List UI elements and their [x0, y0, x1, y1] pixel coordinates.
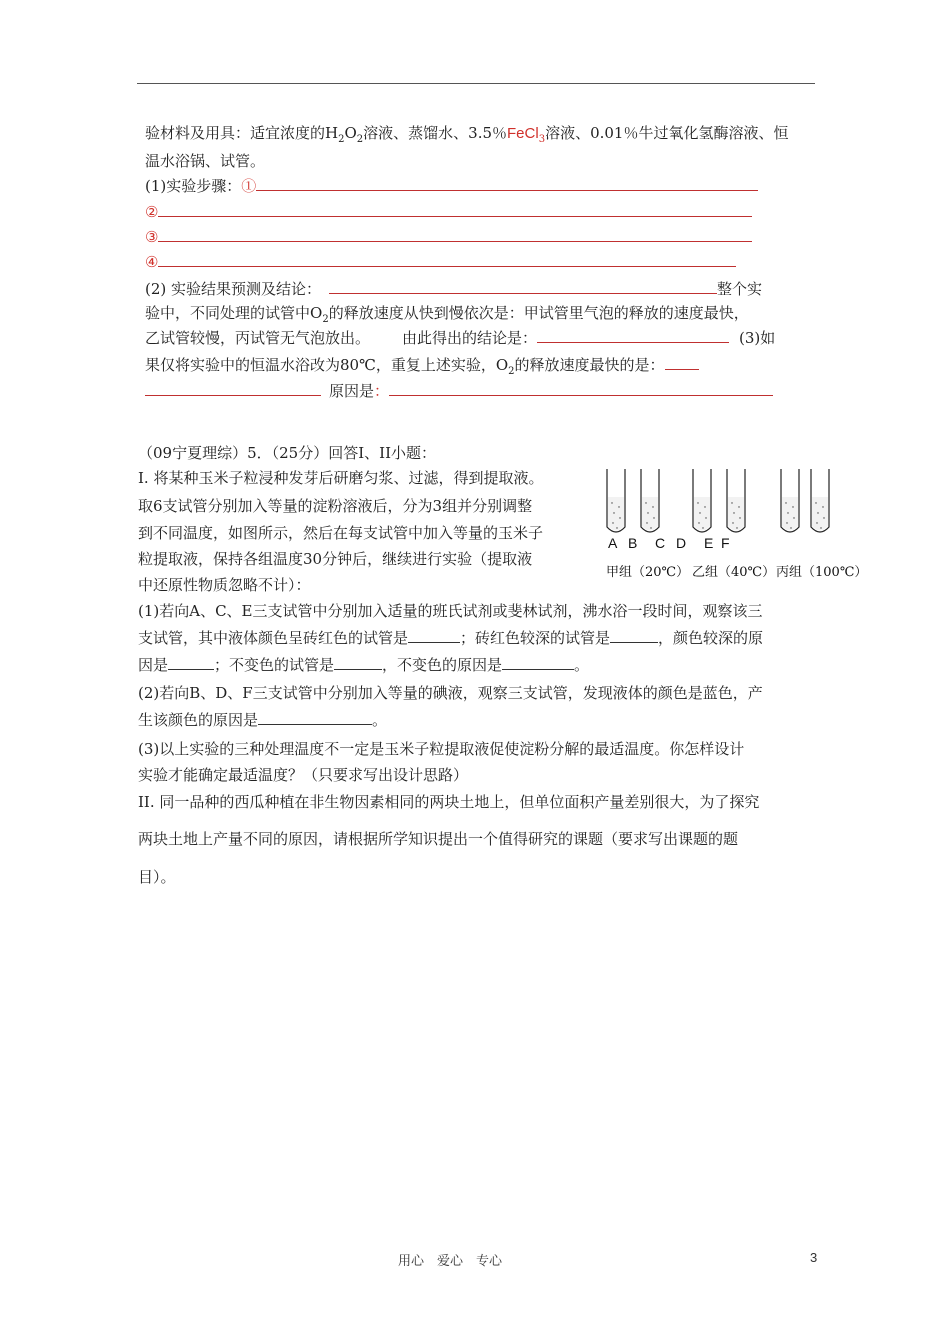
- text: 因是: [138, 656, 169, 674]
- test-tube-c: [692, 469, 712, 537]
- tube-label-d: D: [676, 535, 687, 551]
- answer-blank-blue-reason[interactable]: [258, 710, 372, 725]
- q3-line-1: (3)以上实验的三种处理温度不一定是玉米子粒提取液促使淀粉分解的最适温度。你怎样设计: [138, 740, 745, 758]
- materials-line-2: 温水浴锅、试管。: [145, 152, 266, 170]
- answer-blank-conclusion[interactable]: [537, 327, 729, 343]
- tube-label-e: E: [704, 535, 714, 551]
- step-mark-1: ①: [241, 177, 257, 195]
- q5-i-line-4: 粒提取液，保持各组温度30分钟后，继续进行实验（提取液: [138, 550, 533, 568]
- text: 的释放速度最快的是：: [514, 356, 665, 374]
- text: 支试管，其中液体颜色呈砖红色的试管是: [138, 629, 409, 647]
- footer-motto: 用心 爱心 专心: [398, 1254, 503, 1269]
- ii-line-1: II. 同一品种的西瓜种植在非生物因素相同的两块土地上，但单位面积产量差别很大，为了探究: [138, 793, 760, 811]
- q5-header: （09宁夏理综）5．（25分）回答I、II小题：: [138, 444, 436, 462]
- answer-blank-step-2[interactable]: [158, 201, 752, 217]
- q2-line-1: (2)若向B、D、F三支试管中分别加入等量的碘液，观察三支试管，发现液体的颜色是蓝色，产: [138, 684, 763, 702]
- subscript: 2: [508, 366, 515, 377]
- text: O: [344, 124, 357, 142]
- step-mark-2: ②: [145, 203, 159, 221]
- test-tube-e: [780, 469, 800, 537]
- step-2-line: [145, 199, 752, 225]
- tube-label-c: C: [655, 535, 666, 551]
- text: 生该颜色的原因是: [138, 711, 259, 729]
- test-tube-f: [810, 469, 830, 537]
- subscript: 2: [338, 134, 345, 145]
- ii-line-2: 两块土地上产量不同的原因，请根据所学知识提出一个值得研究的课题（要求写出课题的题: [138, 830, 739, 848]
- tube-label-b: B: [628, 535, 638, 551]
- text: 的释放速度从快到慢依次是：甲试管里气泡的释放的速度最快，: [328, 304, 749, 322]
- test-tube-figure: [600, 465, 870, 585]
- header-rule: [137, 83, 815, 84]
- answer-blank-deeper-reason[interactable]: [168, 655, 214, 670]
- text: 溶液、0.01％牛过氧化氢酶溶液、恒: [545, 124, 789, 142]
- answer-blank-fastest-cont[interactable]: [145, 380, 321, 396]
- text: 。: [574, 656, 590, 674]
- step-1-line: [145, 173, 758, 199]
- text: ，颜色较深的原: [658, 629, 764, 647]
- q1-line-3: [138, 652, 589, 678]
- test-tube-d: [726, 469, 746, 537]
- step-4-line: [145, 249, 736, 275]
- result-label: (2) 实验结果预测及结论：: [145, 280, 322, 298]
- group-label-yi: 乙组（40℃）: [692, 565, 776, 580]
- step-3-line: [145, 224, 752, 250]
- subscript: 2: [322, 314, 329, 325]
- ii-line-3: 目）。: [138, 868, 176, 886]
- text: ；不变色的试管是: [214, 656, 335, 674]
- text: 乙试管较慢，丙试管无气泡放出。: [145, 329, 371, 347]
- text: 。: [372, 711, 388, 729]
- step-mark-3: ③: [145, 228, 159, 246]
- result-line: [145, 276, 762, 302]
- text: 溶液、蒸馏水、3.5％: [363, 124, 508, 142]
- text: 由此得出的结论是：: [402, 329, 538, 347]
- text: ，不变色的原因是: [382, 656, 503, 674]
- q5-i-line-2: 取6支试管分别加入等量的淀粉溶液后，分为3组并分别调整: [138, 497, 533, 515]
- group-label-jia: 甲组（20℃）: [606, 565, 690, 580]
- answer-blank-reason[interactable]: [389, 380, 773, 396]
- step-mark-4: ④: [145, 253, 159, 271]
- page-number: 3: [810, 1250, 818, 1265]
- q5-i-line-5: 中还原性物质忽略不计）：: [138, 576, 311, 594]
- subscript: 3: [538, 134, 546, 145]
- text: 验材料及用具：适宜浓度的H: [145, 124, 339, 142]
- step-label: (1)实验步骤：: [145, 177, 242, 195]
- answer-blank-step-1[interactable]: [256, 175, 758, 191]
- answer-blank-red-tubes[interactable]: [408, 628, 460, 643]
- answer-blank-fastest[interactable]: [665, 354, 699, 370]
- answer-blank-deeper-tube[interactable]: [610, 628, 658, 643]
- answer-blank-unchanged-tube[interactable]: [334, 655, 382, 670]
- q5-i-line-1: I. 将某种玉米子粒浸种发芽后研磨匀浆、过滤，得到提取液。: [138, 469, 544, 487]
- answer-blank-unchanged-reason[interactable]: [502, 655, 574, 670]
- q3-line-2: 实验才能确定最适温度？（只要求写出设计思路）: [138, 766, 469, 784]
- group-label-bing: 丙组（100℃）: [776, 565, 868, 580]
- test-tube-a: [606, 469, 626, 537]
- text: 整个实: [717, 280, 763, 298]
- answer-blank-step-4[interactable]: [158, 251, 736, 267]
- text: 果仅将实验中的恒温水浴改为80℃，重复上述实验，O: [145, 356, 509, 374]
- text: 原因是: [329, 382, 375, 400]
- q1-line-2: [138, 625, 763, 651]
- tube-label-f: F: [721, 535, 730, 551]
- reason-line: [145, 378, 773, 404]
- text: 验中，不同处理的试管中O: [145, 304, 323, 322]
- q2-line-2: [138, 707, 387, 733]
- text: (3)如: [739, 329, 776, 347]
- subscript: 2: [356, 134, 364, 145]
- text: ：: [374, 382, 390, 400]
- test-tube-b: [640, 469, 660, 537]
- answer-blank-step-3[interactable]: [158, 226, 752, 242]
- q1-line-1: (1)若向A、C、E三支试管中分别加入适量的班氏试剂或斐林试剂，沸水浴一段时间，观察该三: [138, 602, 763, 620]
- q5-i-line-3: 到不同温度，如图所示，然后在每支试管中加入等量的玉米子: [138, 524, 544, 542]
- tube-label-a: A: [608, 535, 618, 551]
- answer-blank-result[interactable]: [329, 278, 717, 294]
- fecl3-label: FeCl: [507, 125, 539, 142]
- conclusion-line: [145, 325, 775, 351]
- text: ；砖红色较深的试管是: [460, 629, 611, 647]
